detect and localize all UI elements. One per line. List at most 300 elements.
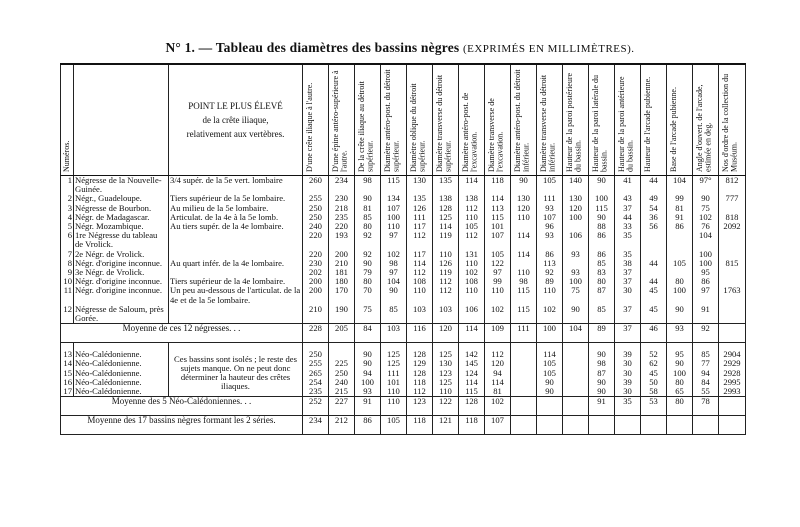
value-col-5: 118 — [407, 378, 433, 387]
average-value-4: 103 — [381, 324, 407, 343]
value-col-7: 102 — [459, 268, 485, 277]
value-col-11 — [563, 350, 589, 359]
average-row-neo-caledoniennes — [61, 397, 746, 416]
value-col-5: 108 — [407, 277, 433, 286]
value-col-1: 255 — [303, 359, 329, 368]
spacer-cell — [615, 343, 641, 351]
value-col-16: 90 — [693, 194, 719, 203]
value-col-13: 39 — [615, 350, 641, 359]
row-number: 2 — [61, 194, 74, 203]
value-col-12: 115 — [589, 204, 615, 213]
average-value-9 — [511, 416, 537, 435]
value-col-6: 126 — [433, 259, 459, 268]
spacer-cell — [61, 343, 74, 351]
row-number: 5 — [61, 222, 74, 231]
subject-name: 1re Négresse du tableau de Vrolick. — [74, 231, 169, 249]
average-value-5: 118 — [407, 416, 433, 435]
value-col-11 — [563, 387, 589, 397]
table-row — [61, 231, 746, 249]
value-col-6: 114 — [433, 222, 459, 231]
value-col-17: 2092 — [719, 222, 746, 231]
value-col-1: 220 — [303, 250, 329, 259]
row-number: 16 — [61, 378, 74, 387]
pelvis-diameters-table — [60, 63, 746, 435]
value-col-10: 107 — [537, 213, 563, 222]
value-col-6: 112 — [433, 277, 459, 286]
value-col-12: 85 — [589, 259, 615, 268]
value-col-12: 87 — [589, 369, 615, 378]
row-number: 6 — [61, 231, 74, 249]
table-title — [0, 40, 800, 56]
row-number: 15 — [61, 369, 74, 378]
value-col-15: 100 — [667, 286, 693, 304]
header-col-7: Diamètre antéro-post. de l'excavation. — [459, 64, 485, 176]
table-row — [61, 268, 746, 277]
value-col-5: 117 — [407, 222, 433, 231]
row-number: 11 — [61, 286, 74, 304]
value-col-12: 85 — [589, 305, 615, 324]
average-value-11: 104 — [563, 324, 589, 343]
average-value-9: 111 — [511, 324, 537, 343]
value-col-14 — [641, 268, 667, 277]
value-col-9: 115 — [511, 286, 537, 304]
value-col-2: 250 — [329, 369, 355, 378]
header-blank — [74, 64, 169, 176]
header-col-13: Hauteur de la paroi antérieure du bassin. — [615, 64, 641, 176]
subject-name: Néo-Calédonienne. — [74, 387, 169, 397]
table-row — [61, 305, 746, 324]
value-col-4: 134 — [381, 194, 407, 203]
value-col-16: 97° — [693, 176, 719, 195]
value-col-7: 110 — [459, 213, 485, 222]
value-col-12: 90 — [589, 387, 615, 397]
table-row — [61, 204, 746, 213]
average-value-1: 234 — [303, 416, 329, 435]
value-col-3: 92 — [355, 231, 381, 249]
average-value-15 — [667, 416, 693, 435]
spacer-cell — [667, 343, 693, 351]
average-value-14: 46 — [641, 324, 667, 343]
value-col-11 — [563, 222, 589, 231]
value-col-17 — [719, 250, 746, 259]
value-col-13: 37 — [615, 277, 641, 286]
value-col-4: 125 — [381, 359, 407, 368]
header-col-2: D'une épine antéro-supérieure à l'autre. — [329, 64, 355, 176]
value-col-12: 87 — [589, 286, 615, 304]
value-col-6: 138 — [433, 194, 459, 203]
value-col-15: 65 — [667, 387, 693, 397]
value-col-14: 54 — [641, 204, 667, 213]
table-row — [61, 194, 746, 203]
value-col-9: 130 — [511, 194, 537, 203]
value-col-13: 30 — [615, 387, 641, 397]
header-col-11: Hauteur de la paroi postérieure du bassin. — [563, 64, 589, 176]
subject-name: Négr. d'origine inconnue. — [74, 259, 169, 268]
value-col-16: 102 — [693, 213, 719, 222]
value-col-7: 105 — [459, 222, 485, 231]
point-crete: Tiers supérieur de la 4e lombaire. — [169, 277, 303, 286]
header-point — [169, 64, 303, 176]
value-col-10: 90 — [537, 378, 563, 387]
value-col-2: 180 — [329, 277, 355, 286]
value-col-16: 100 — [693, 259, 719, 268]
value-col-17: 777 — [719, 194, 746, 203]
value-col-5: 112 — [407, 387, 433, 397]
value-col-9 — [511, 259, 537, 268]
value-col-2 — [329, 350, 355, 359]
value-col-6: 112 — [433, 286, 459, 304]
isolated-note: Ces bassins sont isolés ; le reste des sujets manque. On ne peut donc déterminer la hauteur des crêtes iliaques. — [169, 350, 303, 397]
subject-name: Négr. Mozambique. — [74, 222, 169, 231]
value-col-15: 100 — [667, 369, 693, 378]
header-point-sub1: de la crête iliaque, — [202, 115, 269, 125]
value-col-15: 90 — [667, 305, 693, 324]
value-col-10: 113 — [537, 259, 563, 268]
value-col-10: 105 — [537, 359, 563, 368]
value-col-14: 52 — [641, 350, 667, 359]
point-crete — [169, 231, 303, 249]
spacer-cell — [169, 343, 303, 351]
value-col-17: 2928 — [719, 369, 746, 378]
value-col-7: 110 — [459, 259, 485, 268]
value-col-16: 95 — [693, 268, 719, 277]
value-col-8: 122 — [485, 259, 511, 268]
table-row — [61, 259, 746, 268]
value-col-17 — [719, 231, 746, 249]
value-col-5: 103 — [407, 305, 433, 324]
value-col-11: 130 — [563, 194, 589, 203]
average-value-15: 80 — [667, 397, 693, 416]
value-col-16: 94 — [693, 369, 719, 378]
value-col-17: 1763 — [719, 286, 746, 304]
value-col-2: 170 — [329, 286, 355, 304]
value-col-8: 112 — [485, 350, 511, 359]
table-row — [61, 369, 746, 378]
value-col-7: 138 — [459, 194, 485, 203]
table-row — [61, 378, 746, 387]
average-value-6: 122 — [433, 397, 459, 416]
value-col-6: 125 — [433, 350, 459, 359]
value-col-3: 79 — [355, 268, 381, 277]
value-col-15: 90 — [667, 359, 693, 368]
value-col-2: 218 — [329, 204, 355, 213]
value-col-11: 100 — [563, 277, 589, 286]
value-col-14: 45 — [641, 286, 667, 304]
average-value-12: 89 — [589, 324, 615, 343]
value-col-9: 110 — [511, 268, 537, 277]
value-col-14: 36 — [641, 213, 667, 222]
value-col-12: 90 — [589, 213, 615, 222]
point-crete: Au milieu de la 5e lombaire. — [169, 204, 303, 213]
value-col-6: 110 — [433, 250, 459, 259]
value-col-2: 240 — [329, 378, 355, 387]
value-col-17: 2993 — [719, 387, 746, 397]
row-number: 4 — [61, 213, 74, 222]
value-col-5: 128 — [407, 350, 433, 359]
header-col-3: De la crête iliaque au détroit supérieur. — [355, 64, 381, 176]
value-col-8: 99 — [485, 277, 511, 286]
value-col-1: 220 — [303, 231, 329, 249]
value-col-3: 94 — [355, 369, 381, 378]
subject-name: 3e Négr. de Vrolick. — [74, 268, 169, 277]
average-value-13: 35 — [615, 397, 641, 416]
value-col-4: 111 — [381, 369, 407, 378]
average-value-3: 86 — [355, 416, 381, 435]
spacer-cell — [407, 343, 433, 351]
value-col-6: 119 — [433, 268, 459, 277]
value-col-8: 94 — [485, 369, 511, 378]
value-col-9 — [511, 369, 537, 378]
value-col-3: 85 — [355, 213, 381, 222]
value-col-7: 145 — [459, 359, 485, 368]
value-col-15: 80 — [667, 378, 693, 387]
value-col-1: 202 — [303, 268, 329, 277]
value-col-15: 91 — [667, 213, 693, 222]
point-crete: Tiers supérieur de la 5e lombaire. — [169, 194, 303, 203]
average-value-11 — [563, 397, 589, 416]
spacer-row — [61, 343, 746, 351]
row-number: 7 — [61, 250, 74, 259]
header-col-10: Diamètre transverse du détroit inférieur. — [537, 64, 563, 176]
table-row — [61, 222, 746, 231]
value-col-6: 119 — [433, 231, 459, 249]
value-col-11 — [563, 378, 589, 387]
average-value-14 — [641, 416, 667, 435]
value-col-3: 80 — [355, 277, 381, 286]
row-number: 12 — [61, 305, 74, 324]
row-number: 8 — [61, 259, 74, 268]
average-value-16: 92 — [693, 324, 719, 343]
value-col-16: 97 — [693, 286, 719, 304]
header-col-14: Hauteur de l'arcade pubienne. — [641, 64, 667, 176]
value-col-16: 76 — [693, 222, 719, 231]
point-crete: Articulat. de la 4e à la 5e lomb. — [169, 213, 303, 222]
value-col-3: 98 — [355, 176, 381, 195]
value-col-1: 250 — [303, 350, 329, 359]
header-col-6: Diamètre transverse du détroit supérieur. — [433, 64, 459, 176]
value-col-16: 75 — [693, 204, 719, 213]
value-col-7: 112 — [459, 231, 485, 249]
value-col-6: 125 — [433, 378, 459, 387]
value-col-2: 235 — [329, 213, 355, 222]
value-col-15: 81 — [667, 204, 693, 213]
value-col-15: 95 — [667, 350, 693, 359]
value-col-17: 2929 — [719, 359, 746, 368]
value-col-17 — [719, 268, 746, 277]
value-col-4: 104 — [381, 277, 407, 286]
header-col-16: Angle d'ouvert. de l'arcade, estimée en deg. — [693, 64, 719, 176]
value-col-11: 140 — [563, 176, 589, 195]
value-col-13: 35 — [615, 231, 641, 249]
value-col-12: 88 — [589, 222, 615, 231]
value-col-12: 98 — [589, 359, 615, 368]
average-value-5: 123 — [407, 397, 433, 416]
value-col-7: 114 — [459, 176, 485, 195]
average-value-10: 100 — [537, 324, 563, 343]
spacer-cell — [589, 343, 615, 351]
row-number: 1 — [61, 176, 74, 195]
table-row — [61, 350, 746, 359]
value-col-6: 130 — [433, 359, 459, 368]
value-col-15: 80 — [667, 277, 693, 286]
value-col-8: 81 — [485, 387, 511, 397]
table-body — [61, 176, 746, 435]
average-value-4: 105 — [381, 416, 407, 435]
average-value-10 — [537, 397, 563, 416]
value-col-11: 106 — [563, 231, 589, 249]
value-col-2: 200 — [329, 250, 355, 259]
value-col-9: 90 — [511, 176, 537, 195]
spacer-cell — [641, 343, 667, 351]
spacer-cell — [693, 343, 719, 351]
value-col-1: 200 — [303, 286, 329, 304]
value-col-8: 102 — [485, 305, 511, 324]
value-col-6: 123 — [433, 369, 459, 378]
value-col-15: 86 — [667, 222, 693, 231]
value-col-6: 125 — [433, 213, 459, 222]
average-value-16 — [693, 416, 719, 435]
spacer-cell — [329, 343, 355, 351]
average-value-9 — [511, 397, 537, 416]
point-crete: Au tiers supér. de la 4e lombaire. — [169, 222, 303, 231]
row-number: 17 — [61, 387, 74, 397]
value-col-4: 115 — [381, 176, 407, 195]
value-col-15 — [667, 231, 693, 249]
average-value-7: 128 — [459, 397, 485, 416]
value-col-6: 103 — [433, 305, 459, 324]
value-col-7: 110 — [459, 286, 485, 304]
value-col-14 — [641, 250, 667, 259]
value-col-2: 225 — [329, 359, 355, 368]
spacer-cell — [74, 343, 169, 351]
average-value-13 — [615, 416, 641, 435]
value-col-10: 110 — [537, 286, 563, 304]
value-col-2: 181 — [329, 268, 355, 277]
value-col-8: 114 — [485, 378, 511, 387]
value-col-12: 86 — [589, 250, 615, 259]
value-col-13: 30 — [615, 359, 641, 368]
average-value-17 — [719, 324, 746, 343]
value-col-8: 110 — [485, 286, 511, 304]
header-col-4: Diamètre antéro-post. du détroit supérieur. — [381, 64, 407, 176]
average-value-1: 252 — [303, 397, 329, 416]
average-value-11 — [563, 416, 589, 435]
value-col-8: 113 — [485, 204, 511, 213]
value-col-3: 90 — [355, 350, 381, 359]
value-col-9: 110 — [511, 213, 537, 222]
value-col-10: 102 — [537, 305, 563, 324]
value-col-1: 210 — [303, 305, 329, 324]
average-value-1: 228 — [303, 324, 329, 343]
value-col-17: 815 — [719, 259, 746, 268]
header-row — [61, 64, 746, 176]
point-crete: Au quart infér. de la 4e lombaire. — [169, 259, 303, 268]
value-col-9: 114 — [511, 231, 537, 249]
value-col-17 — [719, 204, 746, 213]
value-col-10: 93 — [537, 204, 563, 213]
point-crete — [169, 250, 303, 259]
average-value-8: 109 — [485, 324, 511, 343]
value-col-16: 84 — [693, 378, 719, 387]
value-col-17 — [719, 305, 746, 324]
value-col-13: 30 — [615, 286, 641, 304]
average-value-17 — [719, 397, 746, 416]
spacer-cell — [303, 343, 329, 351]
value-col-11: 120 — [563, 204, 589, 213]
spacer-cell — [719, 343, 746, 351]
header-col-17: Nos d'ordre de la collection du Muséum. — [719, 64, 746, 176]
spacer-cell — [485, 343, 511, 351]
value-col-3: 90 — [355, 194, 381, 203]
value-col-2: 193 — [329, 231, 355, 249]
value-col-13: 41 — [615, 176, 641, 195]
value-col-14: 45 — [641, 369, 667, 378]
value-col-15 — [667, 268, 693, 277]
value-col-6: 110 — [433, 387, 459, 397]
value-col-1: 240 — [303, 222, 329, 231]
value-col-13: 30 — [615, 369, 641, 378]
average-value-3: 84 — [355, 324, 381, 343]
value-col-11 — [563, 369, 589, 378]
value-col-7: 124 — [459, 369, 485, 378]
subject-name: Néo-Calédonienne. — [74, 359, 169, 368]
average-value-3: 91 — [355, 397, 381, 416]
spacer-cell — [433, 343, 459, 351]
value-col-17: 818 — [719, 213, 746, 222]
average-value-2: 227 — [329, 397, 355, 416]
value-col-4: 102 — [381, 250, 407, 259]
value-col-2: 234 — [329, 176, 355, 195]
average-row-all — [61, 416, 746, 435]
value-col-14 — [641, 231, 667, 249]
table-row — [61, 387, 746, 397]
value-col-5: 128 — [407, 369, 433, 378]
header-col-15: Base de l'arcade pubienne. — [667, 64, 693, 176]
value-col-1: 230 — [303, 259, 329, 268]
value-col-13: 43 — [615, 194, 641, 203]
value-col-5: 129 — [407, 359, 433, 368]
value-col-5: 126 — [407, 204, 433, 213]
value-col-4: 125 — [381, 350, 407, 359]
subject-name: Néo-Calédonienne. — [74, 369, 169, 378]
value-col-12: 86 — [589, 231, 615, 249]
value-col-17: 2995 — [719, 378, 746, 387]
average-label: Moyenne des 5 Néo-Calédoniennes. . . — [61, 397, 303, 416]
value-col-5: 112 — [407, 268, 433, 277]
header-numeros: Numéros. — [61, 64, 74, 176]
value-col-17: 2904 — [719, 350, 746, 359]
value-col-3: 80 — [355, 222, 381, 231]
average-value-16: 78 — [693, 397, 719, 416]
value-col-3: 93 — [355, 387, 381, 397]
value-col-9: 115 — [511, 305, 537, 324]
value-col-14: 44 — [641, 259, 667, 268]
value-col-11: 93 — [563, 250, 589, 259]
table-row — [61, 277, 746, 286]
value-col-5: 114 — [407, 259, 433, 268]
value-col-12: 90 — [589, 176, 615, 195]
average-value-5: 116 — [407, 324, 433, 343]
value-col-1: 200 — [303, 277, 329, 286]
value-col-5: 110 — [407, 286, 433, 304]
value-col-10: 114 — [537, 350, 563, 359]
table-row — [61, 359, 746, 368]
table-row — [61, 250, 746, 259]
value-col-4: 107 — [381, 204, 407, 213]
point-crete — [169, 305, 303, 324]
value-col-4: 110 — [381, 387, 407, 397]
row-number: 13 — [61, 350, 74, 359]
